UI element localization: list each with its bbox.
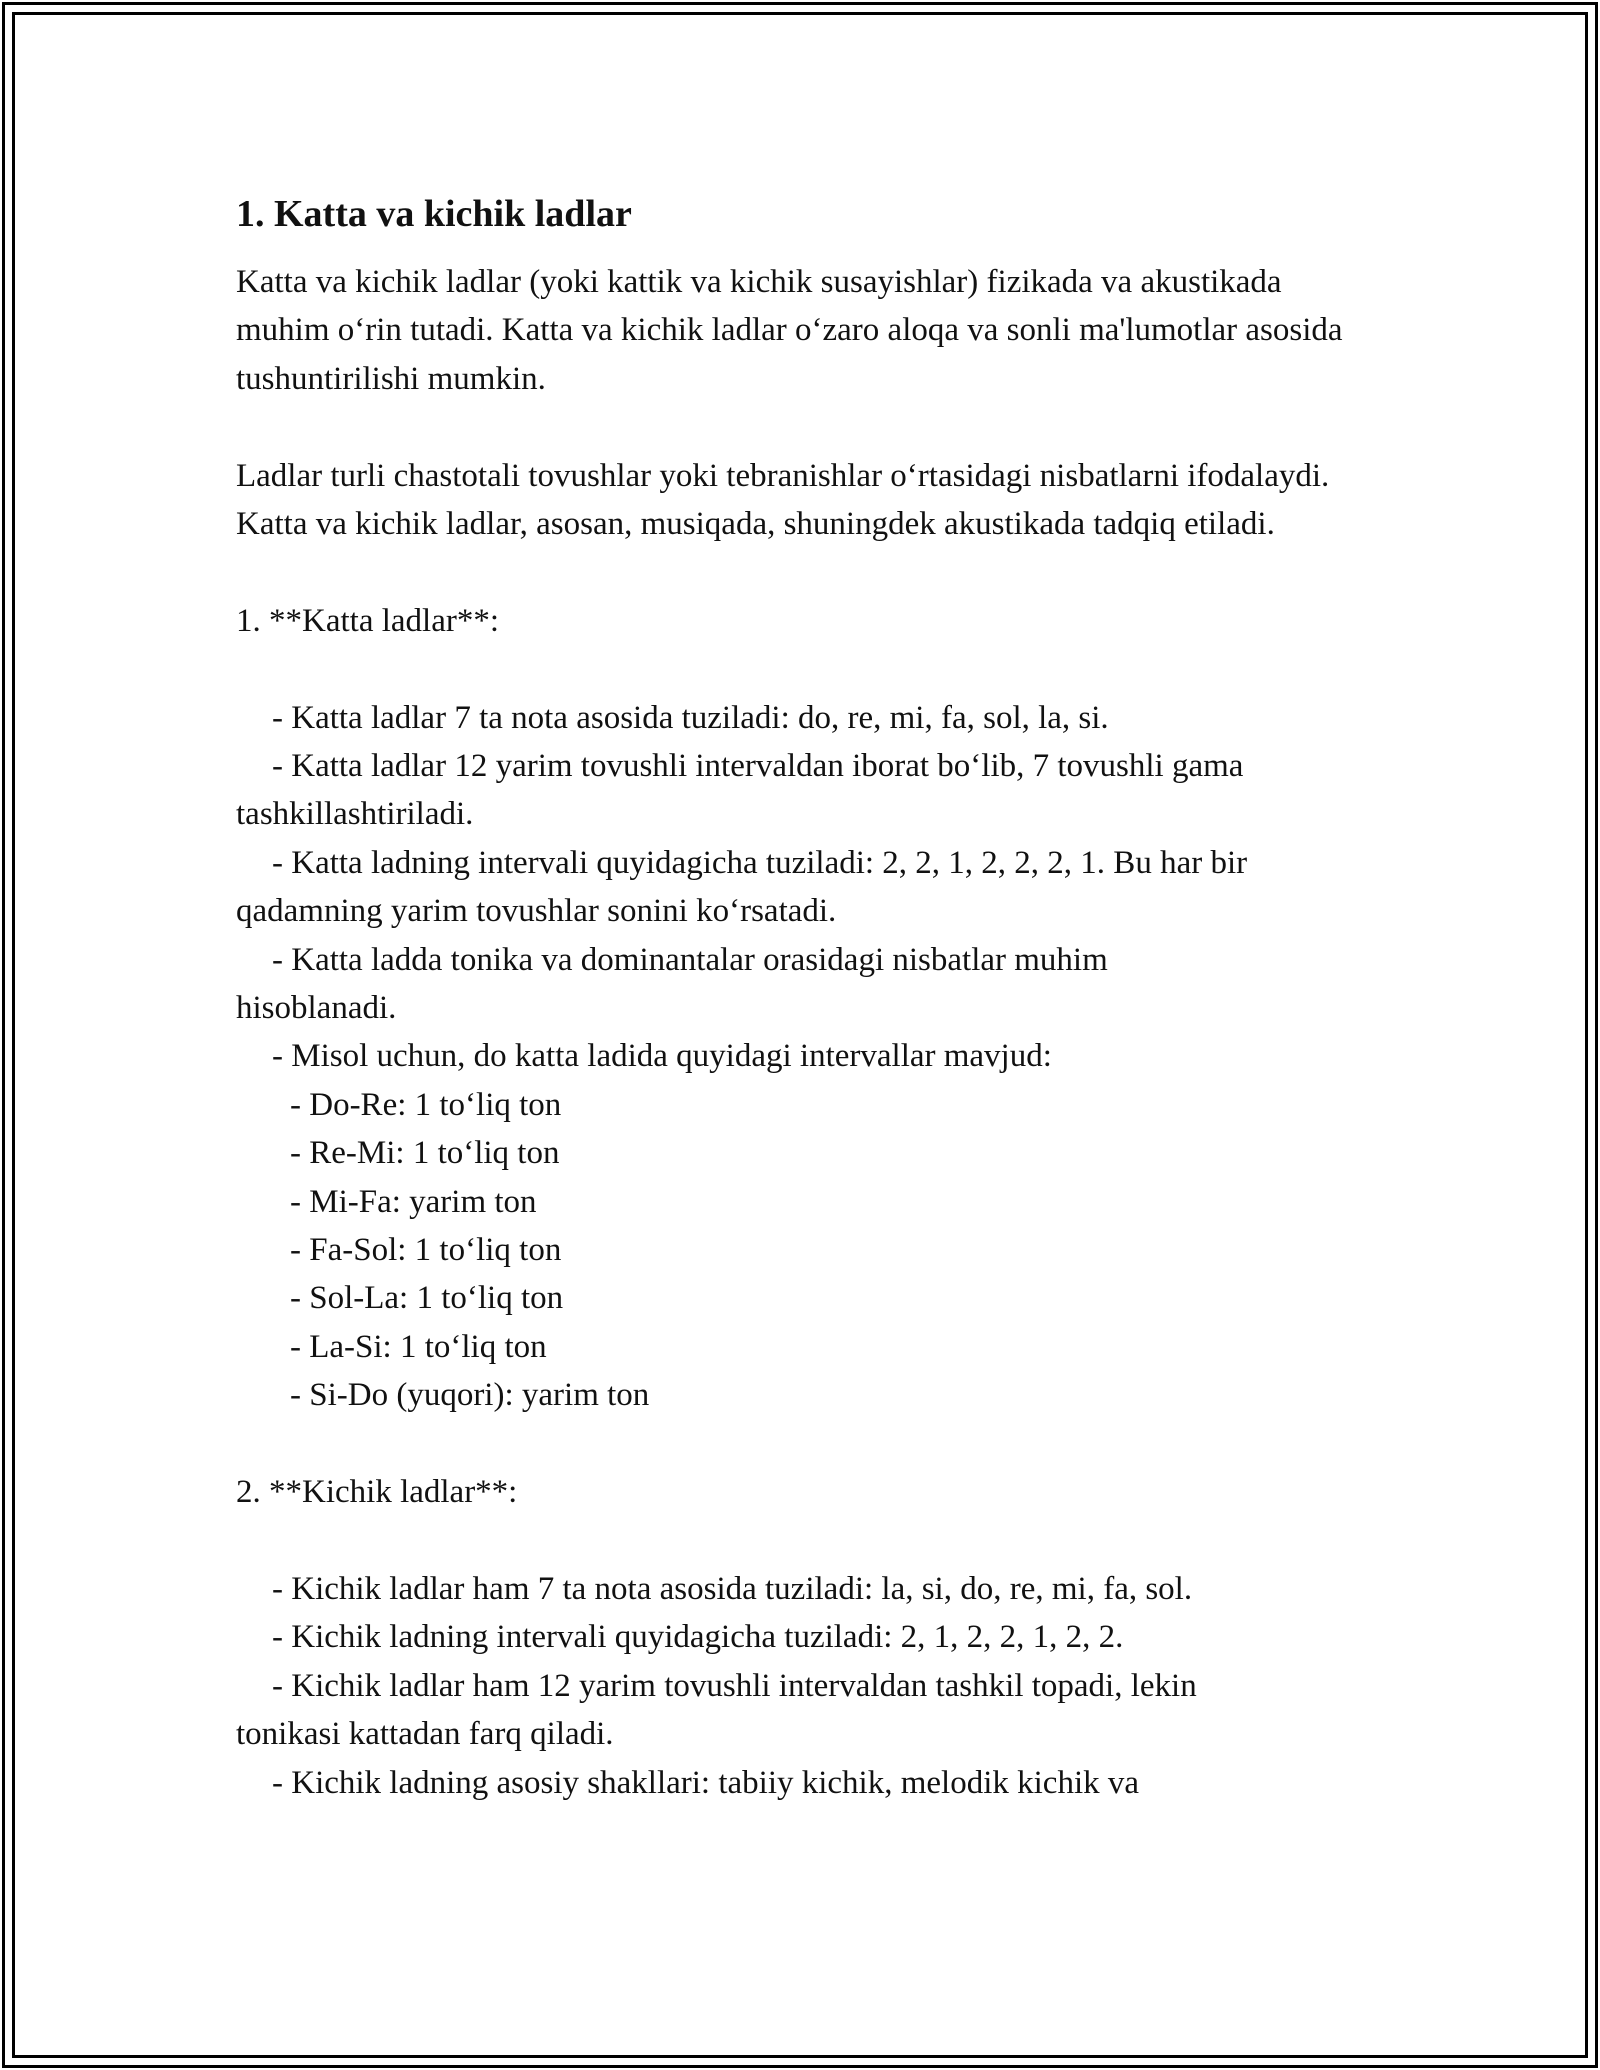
major-item: - Katta ladlar 7 ta nota asosida tuziladi: do, re, mi, fa, sol, la, si. (272, 699, 1109, 736)
minor-item: - Kichik ladlar ham 12 yarim tovushli intervaldan tashkil topadi, lekin (272, 1667, 1197, 1704)
minor-section-title: 2. **Kichik ladlar**: (236, 1474, 518, 1511)
spacer (236, 548, 1376, 596)
interval-item: - Fa-Sol: 1 to‘liq ton (290, 1232, 562, 1269)
major-item: - Misol uchun, do katta ladida quyidagi intervallar mavjud: (272, 1038, 1052, 1075)
minor-item: - Kichik ladning intervali quyidagicha tuziladi: 2, 1, 2, 2, 1, 2, 2. (272, 1619, 1124, 1656)
minor-item: - Kichik ladlar ham 7 ta nota asosida tuziladi: la, si, do, re, mi, fa, sol. (272, 1570, 1193, 1607)
interval-item: - La-Si: 1 to‘liq ton (290, 1328, 547, 1365)
major-item: - Katta ladda tonika va dominantalar orasidagi nisbatlar muhim (272, 941, 1108, 978)
major-item: - Katta ladning intervali quyidagicha tuziladi: 2, 2, 1, 2, 2, 2, 1. Bu har bir (272, 844, 1248, 881)
interval-item: - Do-Re: 1 to‘liq ton (290, 1086, 562, 1123)
interval-item: - Si-Do (yuqori): yarim ton (290, 1377, 650, 1414)
document-body (236, 180, 1376, 1807)
interval-item: - Re-Mi: 1 to‘liq ton (290, 1135, 560, 1172)
spacer (236, 1517, 1376, 1565)
major-item-continuation: tashkillashtiriladi. (236, 796, 474, 833)
intro-paragraph-1: Katta va kichik ladlar (yoki kattik va kichik susayishlar) fizikada va akustikada muhim o‘rin tutadi. Katta va kichik ladlar o‘zaro aloqa va sonli ma'lumotlar asosida tushuntirilishi mumkin. (236, 264, 1343, 397)
spacer (236, 403, 1376, 451)
minor-item: - Kichik ladning asosiy shakllari: tabiiy kichik, melodik kichik va (272, 1764, 1140, 1801)
interval-item: - Mi-Fa: yarim ton (290, 1183, 537, 1220)
major-item-continuation: qadamning yarim tovushlar sonini ko‘rsatadi. (236, 893, 837, 930)
spacer (236, 1420, 1376, 1468)
major-section-title: 1. **Katta ladlar**: (236, 602, 500, 639)
section-heading: 1. Katta va kichik ladlar (236, 193, 632, 235)
intro-paragraph-2: Ladlar turli chastotali tovushlar yoki tebranishlar o‘rtasidagi nisbatlarni ifodalaydi. Katta va kichik ladlar, asosan, musiqada, shuningdek akustikada tadqiq etiladi. (236, 457, 1330, 543)
major-item: - Katta ladlar 12 yarim tovushli intervaldan iborat bo‘lib, 7 tovushli gama (272, 748, 1244, 785)
major-item-continuation: hisoblanadi. (236, 990, 397, 1027)
spacer (236, 645, 1376, 693)
interval-item: - Sol-La: 1 to‘liq ton (290, 1280, 564, 1317)
minor-item-continuation: tonikasi kattadan farq qiladi. (236, 1716, 614, 1753)
